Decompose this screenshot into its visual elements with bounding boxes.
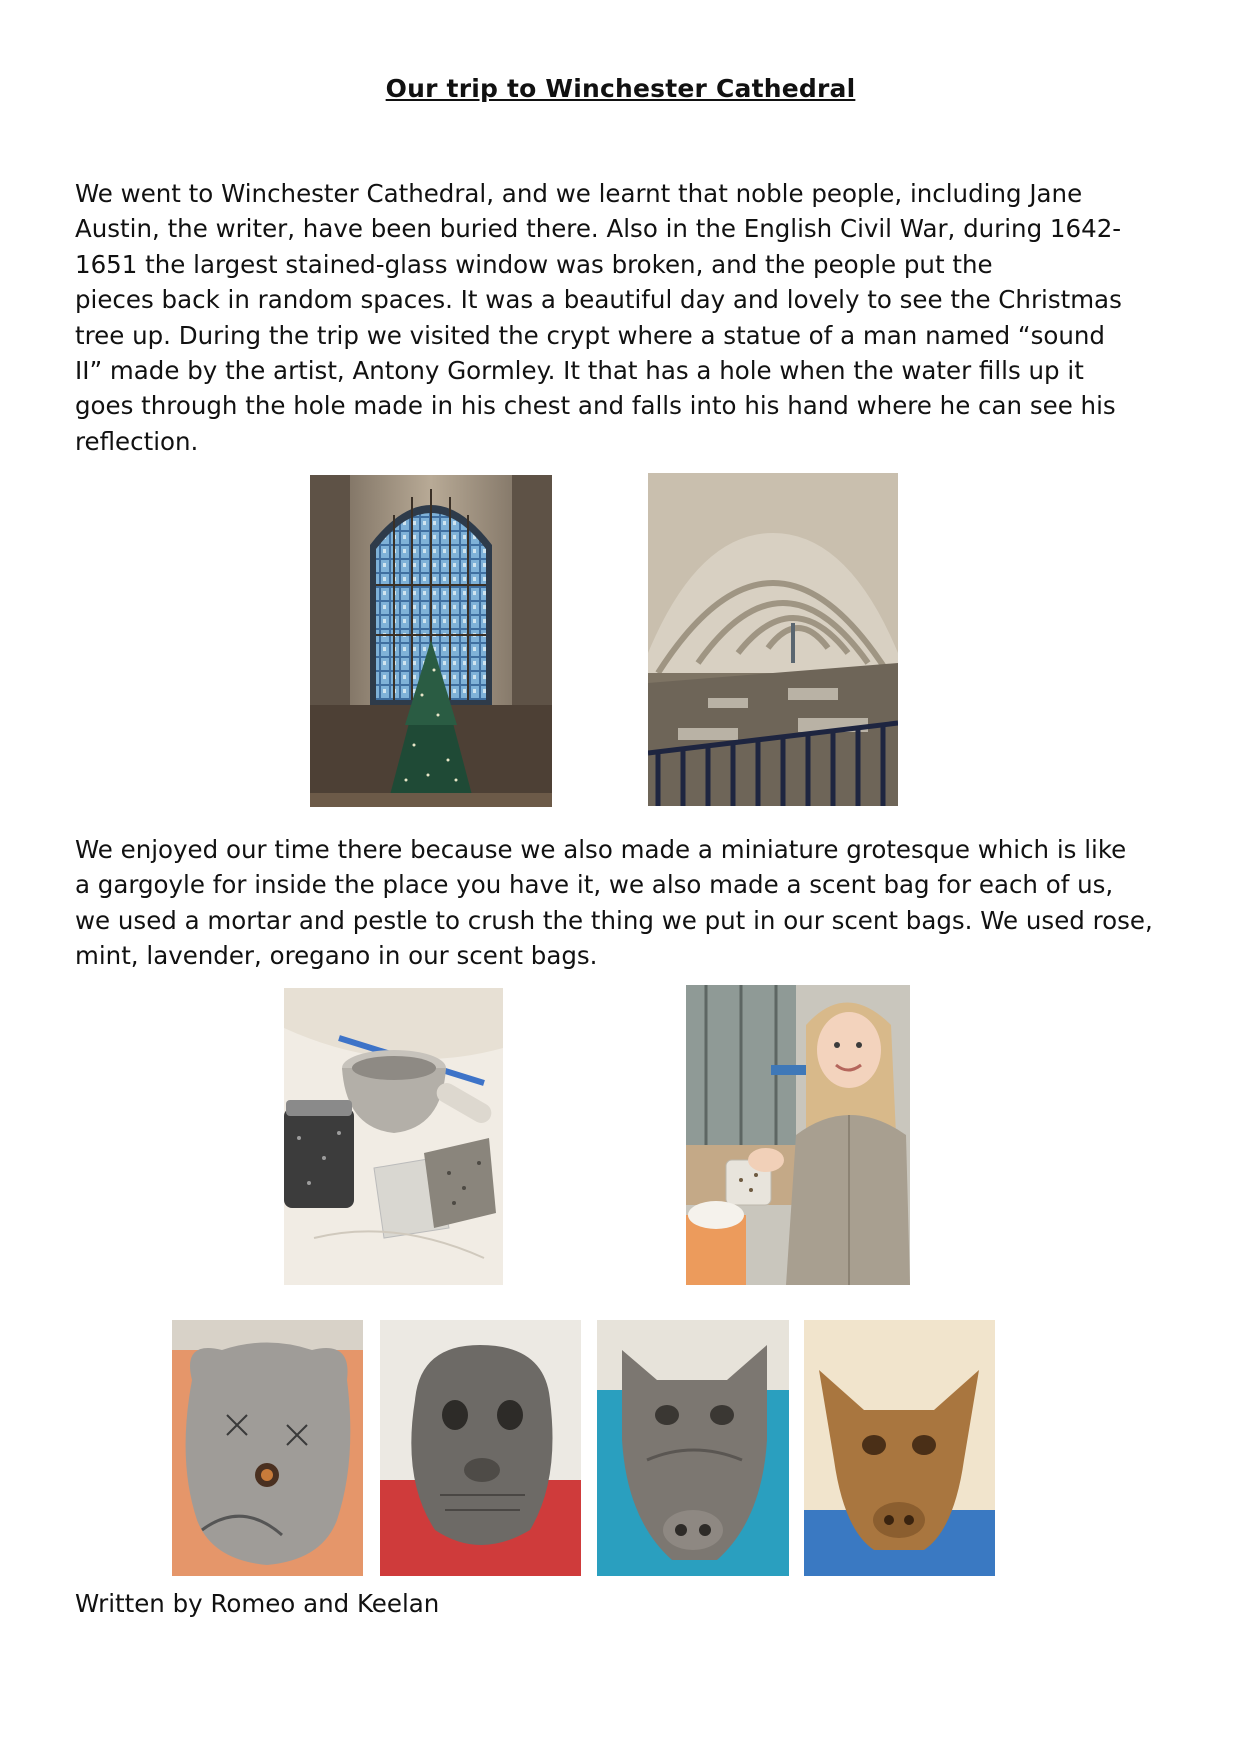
grotesque-photo-1 [172,1320,363,1576]
crypt-photo [648,473,898,806]
text-line: Austin, the writer, have been buried there. Also in the English Civil War, during 1642- [75,214,1122,244]
text-line: pieces back in random spaces. It was a beautiful day and lovely to see the Christmas [75,285,1122,315]
text-line: II” made by the artist, Antony Gormley. It that has a hole when the water fills up it [75,356,1084,386]
text-line: We went to Winchester Cathedral, and we learnt that noble people, including Jane [75,179,1083,208]
stained-glass-window-photo [310,475,552,807]
intro-paragraph [75,176,1180,459]
student-with-scent-bag-photo [686,985,910,1285]
activities-paragraph [75,832,1180,974]
text-line: we used a mortar and pestle to crush the thing we put in our scent bags. We used rose, [75,905,1153,935]
text-line: reflection. [75,426,199,456]
page-title: Our trip to Winchester Cathedral [385,74,856,103]
grotesque-photo-4 [804,1320,995,1576]
text-line: 1651 the largest stained-glass window was broken, and the people put the [75,249,993,279]
mortar-and-pestle-photo [284,988,503,1285]
text-line: goes through the hole made in his chest and falls into his hand where he can see his [75,391,1116,421]
text-line: mint, lavender, oregano in our scent bags. [75,941,598,971]
text-line: a gargoyle for inside the place you have it, we also made a scent bag for each of us, [75,870,1114,900]
text-line: We enjoyed our time there because we also made a miniature grotesque which is like [75,835,1127,864]
grotesque-photo-3 [597,1320,789,1576]
text-line: tree up. During the trip we visited the crypt where a statue of a man named “sound [75,320,1105,350]
grotesque-photo-2 [380,1320,581,1576]
author-credit: Written by Romeo and Keelan [75,1589,440,1618]
